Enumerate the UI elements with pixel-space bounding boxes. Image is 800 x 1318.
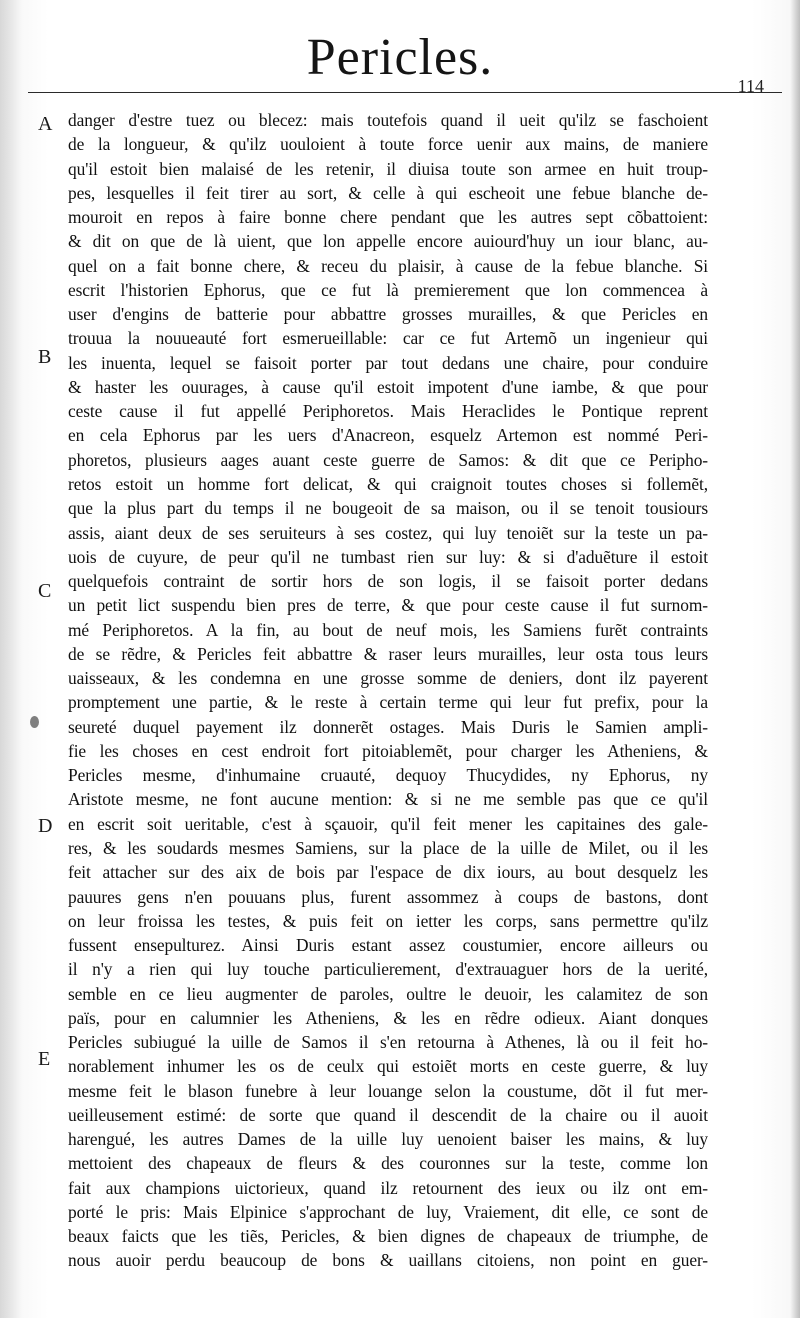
text-line: promptement une partie, & le reste à certain terme qui leur fut prefix, pour la [68,692,708,713]
text-line: qu'il estoit bien malaisé de les retenir, il diuisa toute son armee en huit troup- [68,158,708,179]
text-line: harengué, les autres Dames de la uille luy uenoient baiser les mains, & luy [68,1129,708,1150]
text-line: seureté duquel payement ilz donnerẽt ostages. Mais Duris le Samien ampli- [68,716,708,737]
text-line: mé Periphoretos. A la fin, au bout de neuf mois, les Samiens furẽt contraints [68,619,708,640]
text-line: mouroit en repos à faire bonne chere pendant que les autres sept cõbattoient: [68,207,708,228]
text-line: quel on a fait bonne chere, & receu du plaisir, à cause de la febue blanche. Si [68,255,708,276]
text-line: semble en ce lieu augmenter de paroles, oultre le deuoir, les calamitez de son [68,983,708,1004]
folio-number: 114 [737,76,764,96]
margin-letter-e: E [38,1048,51,1070]
text-line: assis, aiant deux de ses seruiteurs à ses costez, qui luy tenoiẽt sur la teste un pa- [68,522,708,543]
header-rule [28,92,782,93]
text-line: escrit l'historien Ephorus, que ce fut là premierement que lon commencea à [68,279,708,300]
body-text [68,108,708,1273]
text-line: païs, pour en calumnier les Atheniens, & les en rẽdre odieux. Aiant donques [68,1007,708,1028]
text-line: en escrit soit ueritable, c'est à sçauoir, qu'il feit mener les capitaines des gale- [68,813,708,834]
binding-shadow [0,0,22,1318]
margin-letter-c: C [38,580,52,602]
text-line: il n'y a rien qui luy touche particulierement, d'extrauaguer hors de la uerité, [68,959,708,980]
text-line: retos estoit un homme fort delicat, & qui craignoit toutes choses si follemẽt, [68,473,708,494]
margin-letter-d: D [38,815,53,837]
text-line: nous auoir perdu beaucoup de bons & uaillans citoiens, non point en guer- [68,1250,708,1271]
text-line: de se rẽdre, & Pericles feit abbattre & raser leurs murailles, leur osta tous leurs [68,643,708,664]
text-line: en cela Ephorus par les uers d'Anacreon, esquelz Artemon est nommé Peri- [68,425,708,446]
text-line: danger d'estre tuez ou blecez: mais toutefois quand il ueit qu'ilz se faschoient [68,110,708,130]
text-line: uaisseaux, & les condemna en une grosse somme de deniers, dont ilz payerent [68,668,708,689]
text-line: Aristote mesme, ne font aucune mention: & si ne me semble pas que ce qu'il [68,789,708,810]
text-line: trouua la nouueauté fort esmerueillable: car ce fut Artemõ un ingenieur qui [68,328,708,349]
text-line: pes, lesquelles il feit tirer au sort, & celle à qui escheoit une febue blanche de- [68,182,708,203]
text-line: fait aux champions uictorieux, quand ilz retournent des ieux ou ilz ont em- [68,1177,708,1198]
text-line: ceste cause il fut appellé Periphoretos. Mais Heraclides le Pontique reprent [68,401,708,422]
text-line: & haster les ouurages, à cause qu'il estoit impotent d'une iambe, & que pour [68,376,708,397]
text-line: on leur froissa les testes, & puis feit on ietter les corps, sans permettre qu'ilz [68,910,708,931]
text-line: res, & les soudards mesmes Samiens, sur la place de la uille de Milet, ou il les [68,837,708,858]
text-line: mettoient des chapeaux de fleurs & des couronnes sur la teste, comme lon [68,1153,708,1174]
text-line: feit attacher sur des aix de bois par l'espace de dix iours, au bout desquelz les [68,862,708,883]
text-line: Pericles mesme, d'inhumaine cruauté, dequoy Thucydides, ny Ephorus, ny [68,765,708,786]
text-line: les inuenta, lequel se faisoit porter par tout dedans une chaire, pour conduire [68,352,708,373]
text-line: ueilleusement estimé: de sorte que quand il descendit de la chaire ou il auoit [68,1104,708,1125]
text-line: uois de cuyure, de peur qu'il ne tumbast rien sur luy: & si d'aduẽture il estoit [68,546,708,567]
page-edge [790,0,800,1318]
running-head-title: Pericles. [306,29,494,86]
margin-letter-a: A [38,113,53,135]
text-line: que la plus part du temps il ne bougeoit de sa maison, ou il se tenoit tousiours [68,498,708,519]
ink-smudge [30,716,39,728]
text-line: norablement inhumer les os de ceulx qui estoiẽt morts en ceste guerre, & luy [68,1056,708,1077]
text-line: Pericles subiugué la uille de Samos il s'en retourna à Athenes, là ou il feit ho- [68,1032,708,1053]
text-line: de la longueur, & qu'ilz uouloient à toute force uenir aux mains, de maniere [68,134,708,155]
text-line: mesme feit le blason funebre à leur louange selon la coustume, dõt il fut mer- [68,1080,708,1101]
text-line: quelquefois contraint de sortir hors de son logis, il se faisoit porter dedans [68,571,708,592]
text-line: fie les choses en cest endroit fort pitoiablemẽt, pour charger les Atheniens, & [68,740,708,761]
text-line: phoretos, plusieurs aages auant ceste guerre de Samos: & dit que ce Peripho- [68,449,708,470]
text-line: user d'engins de batterie pour abbattre grosses murailles, & que Pericles en [68,304,708,325]
text-line: porté le pris: Mais Elpinice s'approchant de luy, Vraiement, dit elle, ce sont de [68,1201,708,1222]
text-line: beaux faicts que les tiẽs, Pericles, & bien dignes de chapeaux de triumphe, de [68,1226,708,1247]
text-line: pauures gens n'en pouuans plus, furent assommez à coups de bastons, dont [68,886,708,907]
text-line: & dit on que de là uient, que lon appelle encore auiourd'huy un iour blanc, au- [68,231,708,252]
text-line: fussent ensepulturez. Ainsi Duris estant assez coustumier, encore ailleurs ou [68,935,708,956]
text-line: un petit lict suspendu bien pres de terre, & que pour ceste cause il fut surnom- [68,595,708,616]
margin-letter-b: B [38,346,52,368]
